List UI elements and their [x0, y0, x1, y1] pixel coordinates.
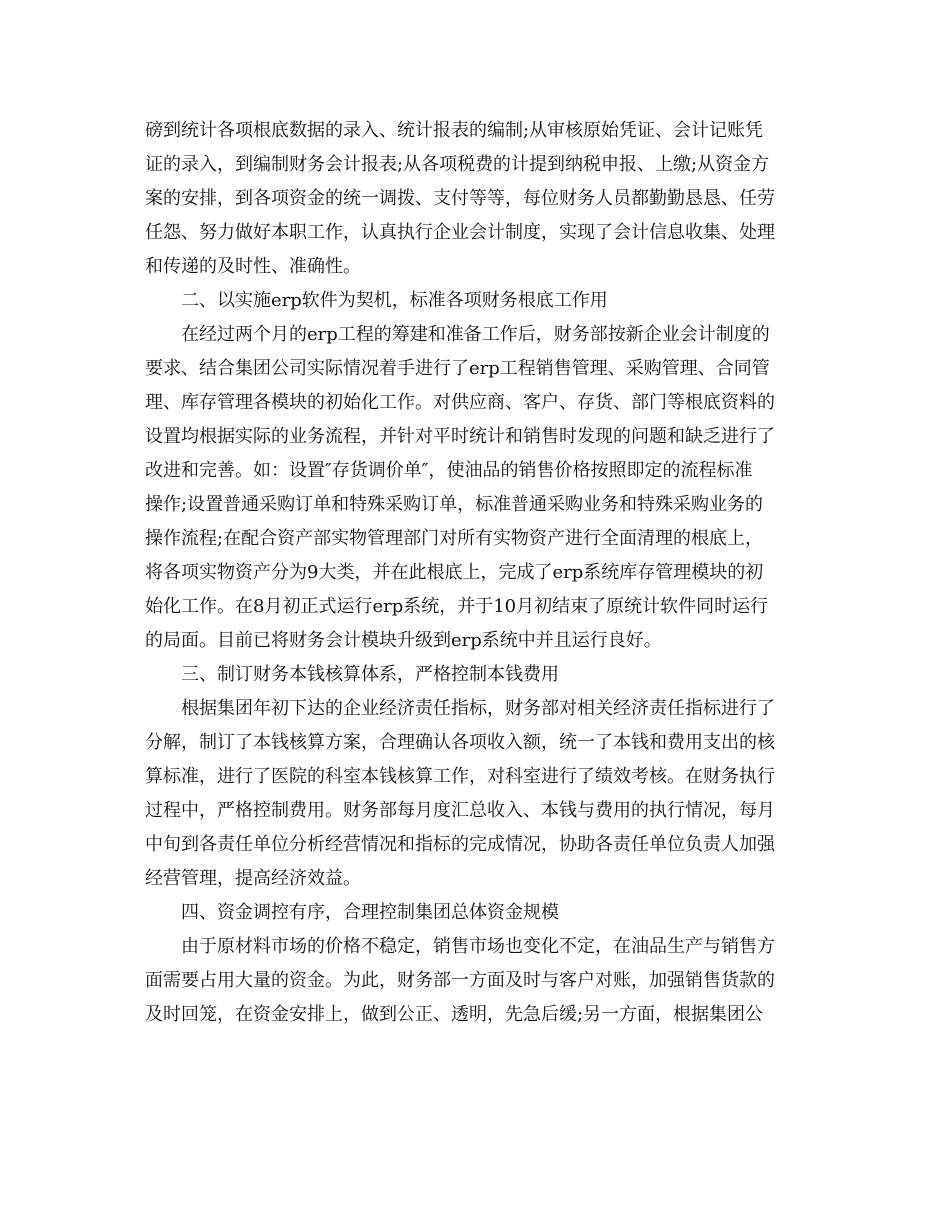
text-line: 过程中，严格控制费用。财务部每月度汇总收入、本钱与费用的执行情况，每月	[145, 800, 775, 821]
text-line: 操作;设置普通采购订单和特殊采购订单，标准普通采购业务和特殊采购业务的	[145, 494, 764, 515]
text-line: 分解，制订了本钱核算方案，合理确认各项收入额，统一了本钱和费用支出的核	[145, 732, 775, 753]
text-line: 证的录入，到编制财务会计报表;从各项税费的计提到纳税申报、上缴;从资金方	[145, 154, 770, 175]
paragraph-first-line: 由于原材料市场的价格不稳定，销售市场也变化不定，在油品生产与销售方	[181, 936, 775, 957]
text-line: 操作流程;在配合资产部实物管理部门对所有实物资产进行全面清理的根底上，	[145, 528, 764, 549]
paragraph-first-line: 三、制订财务本钱核算体系，严格控制本钱费用	[181, 664, 559, 685]
text-line: 始化工作。在8月初正式运行erp系统，并于10月初结束了原统计软件同时运行	[145, 596, 769, 617]
paragraph-first-line: 根据集团年初下达的企业经济责任指标，财务部对相关经济责任指标进行了	[181, 698, 775, 719]
text-line: 理、库存管理各模块的初始化工作。对供应商、客户、存货、部门等根底资料的	[145, 392, 775, 413]
text-line: 磅到统计各项根底数据的录入、统计报表的编制;从审核原始凭证、会计记账凭	[145, 120, 764, 141]
text-line: 及时回笼，在资金安排上，做到公正、透明，先急后缓;另一方面，根据集团公	[145, 1004, 764, 1025]
text-line: 任怨、努力做好本职工作，认真执行企业会计制度，实现了会计信息收集、处理	[145, 222, 775, 243]
text-line: 面需要占用大量的资金。为此，财务部一方面及时与客户对账，加强销售货款的	[145, 970, 775, 991]
text-line: 要求、结合集团公司实际情况着手进行了erp工程销售管理、采购管理、合同管	[145, 358, 770, 379]
paragraph-first-line: 在经过两个月的erp工程的筹建和准备工作后，财务部按新企业会计制度的	[181, 324, 770, 345]
text-line: 的局面。目前已将财务会计模块升级到erp系统中并且运行良好。	[145, 630, 662, 651]
text-line: 设置均根据实际的业务流程，并针对平时统计和销售时发现的问题和缺乏进行了	[145, 426, 775, 447]
text-line: 中旬到各责任单位分析经营情况和指标的完成情况，协助各责任单位负责人加强	[145, 834, 775, 855]
paragraph-first-line: 二、以实施erp软件为契机，标准各项财务根底工作用	[181, 290, 608, 311]
paragraph-first-line: 四、资金调控有序，合理控制集团总体资金规模	[181, 902, 559, 923]
text-line: 和传递的及时性、准确性。	[145, 256, 361, 277]
text-line: 经营管理，提高经济效益。	[145, 868, 361, 889]
text-line: 将各项实物资产分为9大类，并在此根底上，完成了erp系统库存管理模块的初	[145, 562, 764, 583]
text-line: 案的安排，到各项资金的统一调拨、支付等等，每位财务人员都勤勤恳恳、任劳	[145, 188, 775, 209]
text-line: 算标准，进行了医院的科室本钱核算工作，对科室进行了绩效考核。在财务执行	[145, 766, 775, 787]
document-body-text	[145, 114, 805, 1032]
text-line: 改进和完善。如：设置″存货调价单″，使油品的销售价格按照即定的流程标准	[145, 460, 753, 481]
